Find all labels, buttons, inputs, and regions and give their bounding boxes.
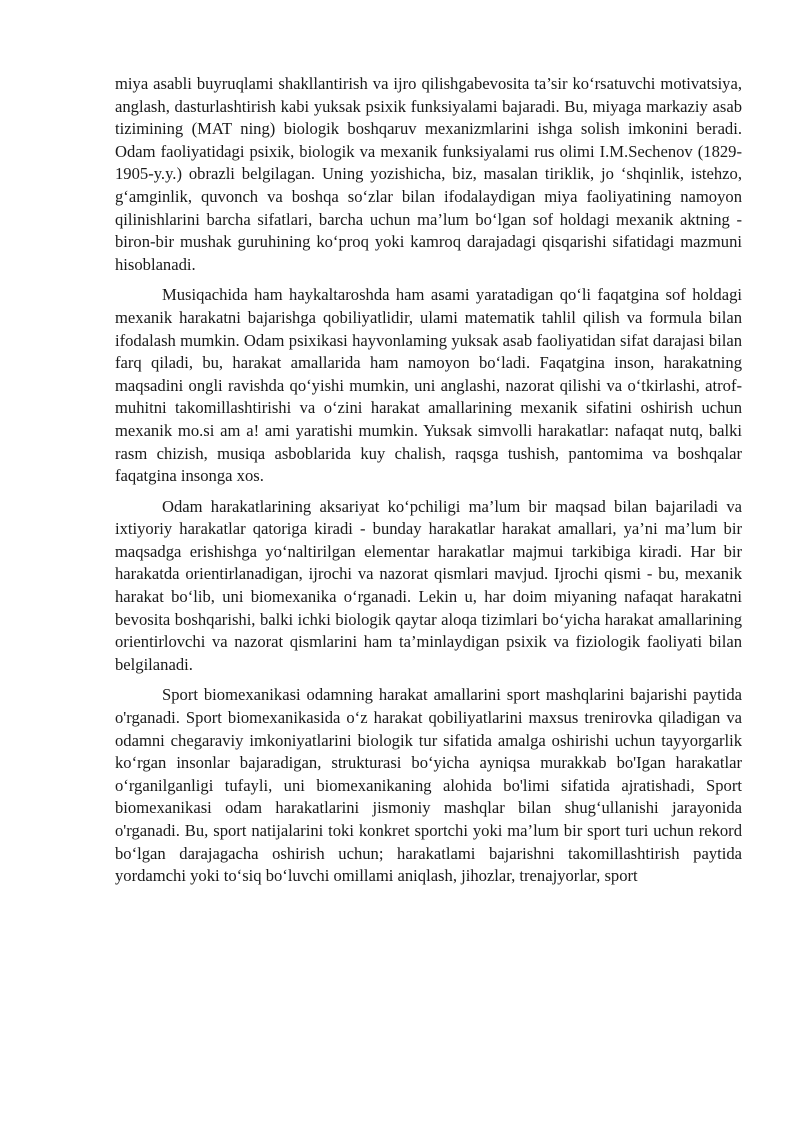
paragraph-2: Musiqachida ham haykaltaroshda ham asami yaratadigan qo‘li faqatgina sof holdagi mexanik harakatni bajarishga qobiliyatlidir, ulami matematik tahlil qilish va formula bilan ifodalash mumkin. Odam psixikasi hayvonlaming yuksak asab faoliyatidan sifat darajasi bilan farq qiladi, bu, harakat amallarida ham namoyon bo‘ladi. Faqatgina inson, harakatning maqsadini ongli ravishda qo‘yishi mumkin, uni anglashi, nazorat qilishi va o‘tkirlashi, atrof-muhitni takomillashtirishi va o‘zini harakat amallarining mexanik sifatini oshirish uchun mexanik mo.si am a! ami yaratishi mumkin. Yuksak simvolli harakatlar: nafaqat nutq, balki rasm chizish, musiqa asboblarida kuy chalish, raqsga tushish, pantomima va boshqalar faqatgina insonga xos. (115, 285, 742, 486)
paragraph-3: Odam harakatlarining aksariyat ko‘pchiligi ma’lum bir maqsad bilan bajariladi va ixtiyoriy harakatlar qatoriga kiradi - bunday harakatlar harakat amallari, ya’ni ma’lum bir maqsadga erishishga yo‘naltirilgan elementar harakatlar majmui tarkibiga kiradi. Har bir harakatda orientirlanadigan, ijrochi va nazorat qismlari mavjud. Ijrochi qismi - bu, mexanik harakat bo‘lib, uni biomexanika o‘rganadi. Lekin u, har doim miyaning nafaqat harakatni bevosita boshqarishi, balki ichki biologik qaytar aloqa tizimlari bo‘yicha harakat amallarining orientirlovchi va nazorat qismlarini ham ta’minlaydigan psixik va fiziologik faoliyati bilan belgilanadi. (115, 496, 742, 674)
document-page (115, 73, 742, 896)
paragraph-1: miya asabli buyruqlami shakllantirish va ijro qilishgabevosita ta’sir ko‘rsatuvchi motivatsiya, anglash, dasturlashtirish kabi yuksak psixik funksiyalami bajaradi. Bu, miyaga markaziy asab tizimining (MAT ning) biologik boshqaruv mexanizmlarini ishga solish imkonini beradi. Odam faoliyatidagi psixik, biologik va mexanik funksiyalami rus olimi I.M.Sechenov (1829-1905-y.y.) obrazli belgilagan. Uning yozishicha, biz, masalan tiriklik, jo ‘shqinlik, istehzo, g‘amginlik, quvonch va boshqa so‘zlar bilan ifodalaydigan miya faoliyatining namoyon qilinishlarini barcha sifatlari, barcha uchun ma’lum bo‘lgan sof holdagi mexanik aktning - biron-bir mushak guruhining ko‘proq yoki kamroq darajadagi qisqarishi sifatidagi mazmuni hisoblanadi. (115, 74, 742, 274)
paragraph-4: Sport biomexanikasi odamning harakat amallarini sport mashqlarini bajarishi paytida o'rganadi. Sport biomexanikasida o‘z harakat qobiliyatlarini maxsus trenirovka qiladigan va odamni chegaraviy imkoniyatlarini biologik tur sifatida amalga oshirishi uchun tayyorgarlik ko‘rgan insonlar bajaradigan, strukturasi bo‘yicha ayniqsa murakkab bo'Igan harakatlar o‘rganilganligi tufayli, uni biomexanikaning alohida bo'limi sifatida ajratishadi, Sport biomexanikasi odam harakatlarini jismoniy mashqlar bilan shug‘ullanishi jarayonida o'rganadi. Bu, sport natijalarini toki konkret sportchi yoki ma’lum bir sport turi uchun rekord bo‘lgan darajagacha oshirish uchun; harakatlami bajarishni takomillashtirish paytida yordamchi yoki to‘siq bo‘luvchi omillami aniqlash, jihozlar, trenajyorlar, sport (115, 685, 742, 886)
